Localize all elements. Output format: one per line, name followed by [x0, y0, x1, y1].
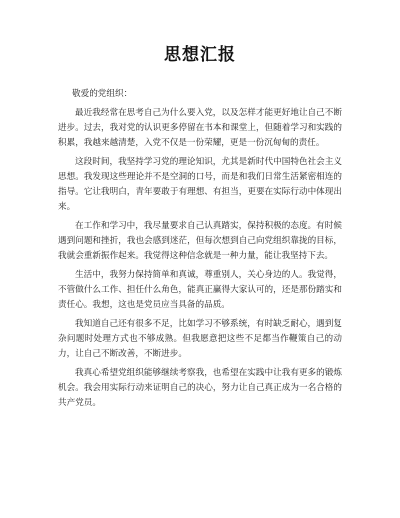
- paragraph-4: 生活中，我努力保持简单和真诚，尊重别人，关心身边的人。我觉得，不管做什么工作、担任什么角色，能真正赢得大家认可的，还是那份踏实和责任心。我想，这也是党员应当具备的品质。: [58, 270, 342, 310]
- paragraph-2: 这段时间，我坚持学习党的理论知识，尤其是新时代中国特色社会主义思想。我发现这些理论并不是空洞的口号，而是和我们日常生活紧密相连的指导。它让我明白，青年要敢于有理想、有担当，更要在实际行动中体现出来。: [58, 157, 342, 212]
- paragraph-3: 在工作和学习中，我尽量要求自己认真踏实，保持积极的态度。有时候遇到问题和挫折，我也会感到迷茫，但每次想到自己向党组织靠拢的目标，我就会重新振作起来。我觉得这种信念就是一种力量，能让我坚持下去。: [58, 221, 342, 261]
- paragraph-1: 最近我经常在思考自己为什么要入党，以及怎样才能更好地让自己不断进步。过去，我对党的认识更多停留在书本和课堂上，但随着学习和实践的积累，我越来越清楚，入党不仅是一份荣耀，更是一份沉甸甸的责任。: [58, 108, 342, 148]
- salutation: 敬爱的党组织：: [72, 89, 133, 99]
- paragraph-5: 我知道自己还有很多不足，比如学习不够系统，有时缺乏耐心，遇到复杂问题时处理方式也不够成熟。但我愿意把这些不足都当作鞭策自己的动力，让自己不断改善，不断进步。: [58, 319, 342, 359]
- paragraph-6: 我真心希望党组织能够继续考察我，也希望在实践中让我有更多的锻炼机会。我会用实际行动来证明自己的决心，努力让自己真正成为一名合格的共产党员。: [58, 368, 342, 408]
- document-title: 思想汇报: [164, 45, 236, 65]
